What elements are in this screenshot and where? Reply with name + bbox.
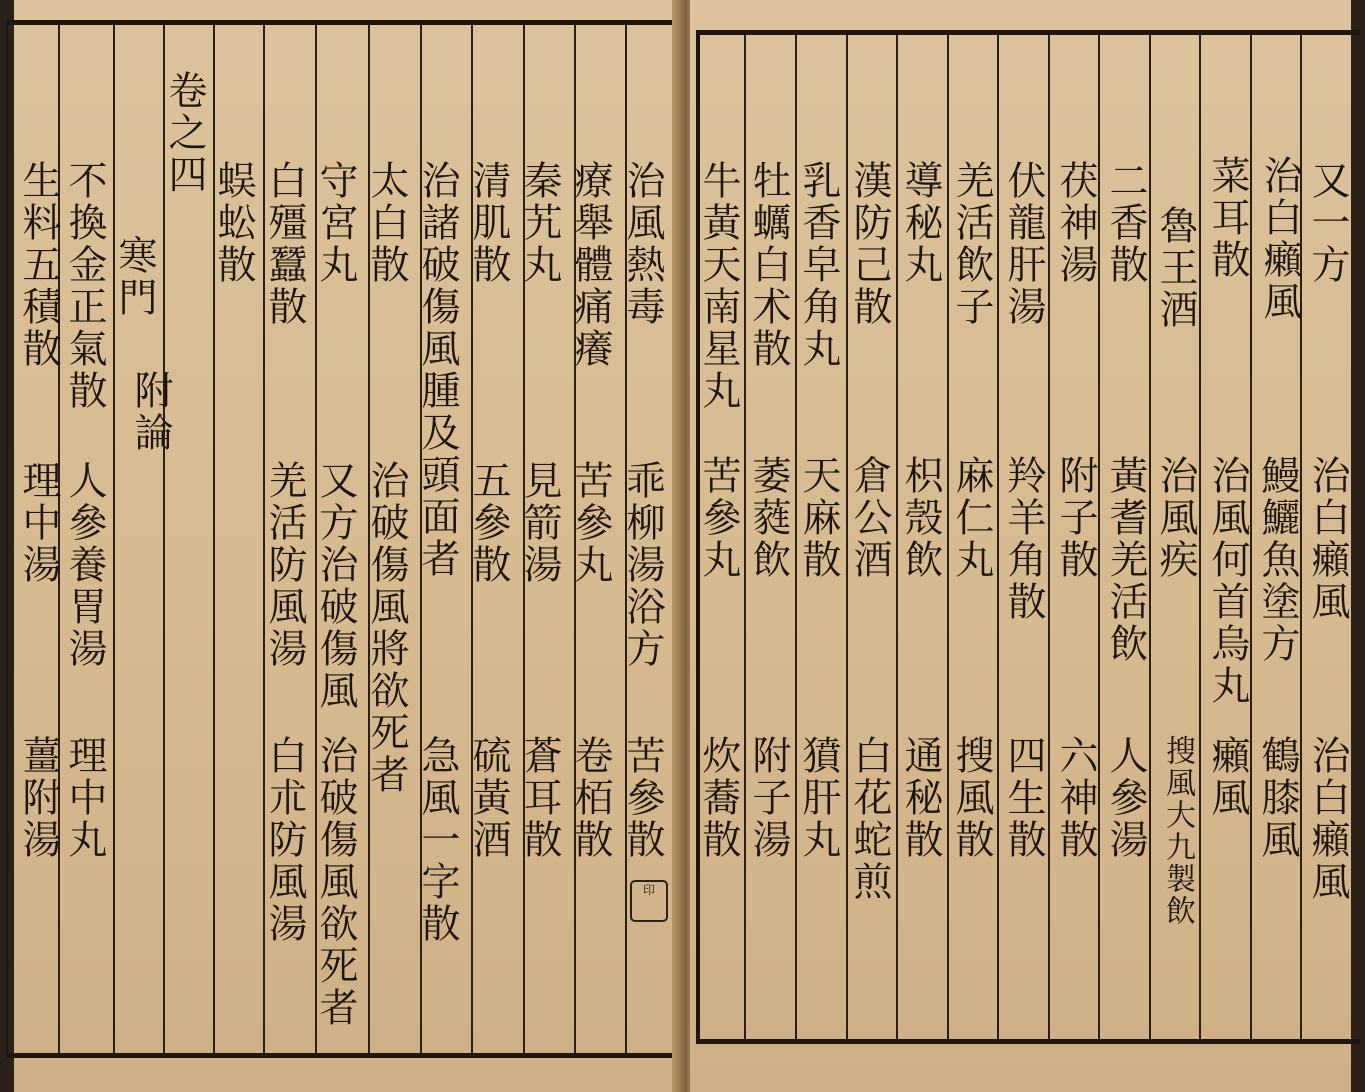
- entry-text: 苦參散: [620, 735, 665, 861]
- entry-text: 萎蕤飲: [746, 455, 791, 581]
- entry-text: 急風一字散: [415, 735, 460, 945]
- entry-text: 炊蕎散: [696, 735, 741, 861]
- entry-text: 白殭蠶散: [262, 160, 307, 328]
- entry-text: 茯神湯: [1053, 160, 1098, 286]
- entry-text: 生料五積散: [16, 160, 61, 370]
- entry-text: 導秘丸: [898, 160, 943, 286]
- entry-text: 牛黃天南星丸: [696, 160, 741, 412]
- entry-text: 附子湯: [746, 735, 791, 861]
- entry-text: 獖肝丸: [796, 735, 841, 861]
- entry-text: 治諸破傷風腫及頭面者: [415, 160, 460, 580]
- column-rule: [1149, 35, 1151, 1039]
- entry-text: 理中湯: [16, 460, 61, 586]
- entry-text: 治白癩風: [1305, 455, 1350, 623]
- entry-text: 四生散: [1001, 735, 1046, 861]
- entry-text: 枳殼飲: [898, 455, 943, 581]
- entry-text: 乳香皁角丸: [796, 160, 841, 370]
- entry-text: 魯王酒: [1153, 205, 1198, 331]
- column-rule: [1048, 35, 1050, 1039]
- entry-text: 倉公酒: [847, 455, 892, 581]
- entry-text: 硫黃酒: [466, 735, 511, 861]
- chapter-heading: 卷之四: [162, 70, 207, 196]
- entry-text: 搜風大九製飲: [1160, 735, 1195, 927]
- entry-text: 羚羊角散: [1001, 455, 1046, 623]
- entry-text: 白花蛇煎: [847, 735, 892, 903]
- entry-text: 乖柳湯浴方: [620, 460, 665, 670]
- entry-text: 菜耳散: [1205, 155, 1250, 281]
- entry-text: 羌活飲子: [949, 160, 994, 328]
- entry-text: 又方治破傷風: [313, 460, 358, 712]
- seal-stamp-icon: 印: [630, 880, 668, 922]
- column-rule: [1250, 35, 1252, 1039]
- entry-text: 治白癩風: [1257, 155, 1302, 323]
- entry-text: 通秘散: [898, 735, 943, 861]
- entry-text: 附子散: [1053, 455, 1098, 581]
- section-heading: 寒門: [112, 235, 157, 319]
- entry-text: 治風熱毒: [620, 160, 665, 328]
- section-note: 附論: [128, 370, 173, 454]
- column-rule: [997, 35, 999, 1039]
- entry-text: 苦參丸: [568, 460, 613, 586]
- entry-text: 卷栢散: [568, 735, 613, 861]
- entry-text: 清肌散: [466, 160, 511, 286]
- entry-text: 療舉體痛癢: [568, 160, 613, 370]
- entry-text: 秦艽丸: [517, 160, 562, 286]
- entry-text: 麻仁丸: [949, 455, 994, 581]
- entry-text: 六神散: [1053, 735, 1098, 861]
- entry-text: 不換金正氣散: [62, 160, 107, 412]
- entry-text: 治風疾: [1153, 455, 1198, 581]
- entry-text: 苦參丸: [696, 455, 741, 581]
- entry-text: 漢防己散: [847, 160, 892, 328]
- entry-text: 蜈蚣散: [211, 160, 256, 286]
- entry-text: 治白癩風: [1305, 735, 1350, 903]
- entry-text: 治風何首烏丸: [1205, 455, 1250, 707]
- entry-text: 理中丸: [62, 735, 107, 861]
- entry-text: 見箭湯: [517, 460, 562, 586]
- entry-text: 人參湯: [1103, 735, 1148, 861]
- entry-text: 蒼耳散: [517, 735, 562, 861]
- entry-text: 黃耆羌活飲: [1103, 455, 1148, 665]
- column-rule: [1098, 35, 1100, 1039]
- entry-text: 太白散: [364, 160, 409, 286]
- entry-text: 天麻散: [796, 455, 841, 581]
- entry-text: 白朮防風湯: [262, 735, 307, 945]
- entry-text: 搜風散: [949, 735, 994, 861]
- entry-text: 羌活防風湯: [262, 460, 307, 670]
- entry-text: 二香散: [1103, 160, 1148, 286]
- column-rule: [1199, 35, 1201, 1039]
- entry-text: 薑附湯: [16, 735, 61, 861]
- entry-text: 五參散: [466, 460, 511, 586]
- entry-text: 人參養胃湯: [62, 460, 107, 670]
- entry-text: 鶴膝風: [1255, 735, 1300, 861]
- column-rule: [113, 25, 115, 1053]
- entry-text: 癩風: [1205, 735, 1250, 819]
- entry-text: 鰻鱺魚塗方: [1255, 455, 1300, 665]
- entry-text: 牡蠣白术散: [746, 160, 791, 370]
- entry-text: 治破傷風欲死者: [313, 735, 358, 1029]
- entry-text: 伏龍肝湯: [1001, 160, 1046, 328]
- entry-text: 治破傷風將欲死者: [364, 460, 409, 796]
- entry-text: 又一方: [1305, 160, 1350, 286]
- entry-text: 守宮丸: [313, 160, 358, 286]
